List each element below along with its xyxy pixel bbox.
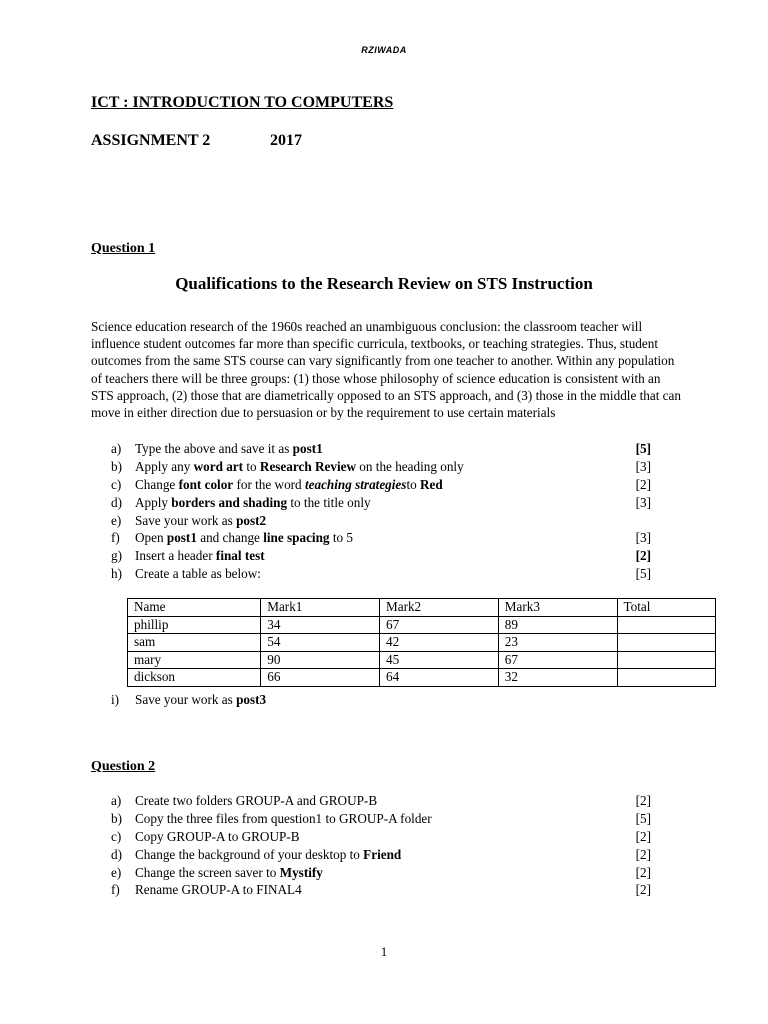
list-item	[91, 458, 651, 476]
list-item	[91, 691, 651, 709]
item-text: Rename GROUP-A to FINAL4	[135, 882, 302, 898]
page-header: RZIWADA	[361, 45, 407, 55]
table-cell: 89	[498, 616, 617, 634]
list-item	[91, 476, 651, 494]
item-mark: [5]	[635, 566, 651, 582]
list-item	[91, 881, 651, 899]
table-cell	[617, 651, 715, 669]
table-cell: 34	[261, 616, 380, 634]
item-mark: [2]	[635, 846, 651, 862]
item-text: Change font color for the word teaching strategiesto Red	[135, 476, 443, 492]
item-label: b)	[111, 458, 122, 474]
item-mark: [2]	[635, 548, 651, 564]
item-text: Apply any word art to Research Review on the heading only	[135, 458, 464, 474]
item-text: Save your work as post2	[135, 512, 267, 528]
list-item	[91, 864, 651, 882]
list-item	[91, 810, 651, 828]
table-cell: 64	[379, 669, 498, 687]
item-text: Apply borders and shading to the title only	[135, 494, 371, 510]
question2-task-list	[91, 792, 651, 899]
table-cell	[617, 616, 715, 634]
assignment-heading	[91, 132, 302, 150]
table-header-cell: Mark2	[379, 599, 498, 617]
table-header-cell: Total	[617, 599, 715, 617]
item-label: d)	[111, 494, 122, 510]
table-cell: 66	[261, 669, 380, 687]
item-label: g)	[111, 548, 122, 564]
item-label: c)	[111, 828, 122, 844]
table-cell: 90	[261, 651, 380, 669]
table-cell: dickson	[128, 669, 261, 687]
question1-paragraph: Science education research of the 1960s reached an unambiguous conclusion: the classroom teacher will influence student outcomes far more than specific curricula, textbooks, or teaching strategies. Thus, student outcomes from the same STS course can vary significantly from one teacher to another. Within any population of teachers there will be three groups: (1) those whose philosophy of science education is consistent with an STS approach, (2) those that are diametrically opposed to an STS approach, and (3) those in the middle that can move in either direction due to persuasion or by the requirement to use certain materials	[91, 319, 681, 421]
table-row	[128, 651, 716, 669]
table-cell: 67	[498, 651, 617, 669]
list-item	[91, 828, 651, 846]
item-mark: [3]	[635, 458, 651, 474]
table-cell: 32	[498, 669, 617, 687]
item-text: Create two folders GROUP-A and GROUP-B	[135, 793, 378, 808]
item-text: Type the above and save it as post1	[135, 441, 323, 456]
table-header-cell: Mark1	[261, 599, 380, 617]
item-text: Change the background of your desktop to Friend	[135, 846, 402, 862]
item-text: Open post1 and change line spacing to 5	[135, 530, 353, 546]
list-item	[91, 792, 651, 810]
item-text: Insert a header final test	[135, 548, 265, 564]
list-item	[91, 547, 651, 565]
item-label: h)	[111, 566, 122, 582]
marks-table	[127, 598, 716, 687]
table-header-row	[128, 599, 716, 617]
question1-title: Qualifications to the Research Review on STS Instruction	[175, 274, 593, 293]
item-label: i)	[111, 692, 120, 707]
list-item	[91, 512, 651, 530]
item-mark: [3]	[635, 530, 651, 546]
item-text: Copy GROUP-A to GROUP-B	[135, 828, 300, 844]
assignment-year: 2017	[270, 132, 302, 149]
item-mark: [2]	[635, 793, 651, 808]
course-title: ICT : INTRODUCTION TO COMPUTERS	[91, 94, 394, 111]
item-mark: [2]	[635, 476, 651, 492]
table-header-cell: Mark3	[498, 599, 617, 617]
item-mark: [5]	[635, 441, 651, 456]
item-mark: [2]	[635, 864, 651, 880]
list-item	[91, 846, 651, 864]
table-cell: 42	[379, 634, 498, 652]
table-header-cell: Name	[128, 599, 261, 617]
table-row	[128, 634, 716, 652]
table-cell: sam	[128, 634, 261, 652]
list-item	[91, 440, 651, 458]
item-mark: [5]	[635, 810, 651, 826]
item-label: a)	[111, 793, 122, 808]
table-cell	[617, 634, 715, 652]
question1-task-i	[91, 691, 651, 709]
item-text: Save your work as post3	[135, 692, 267, 707]
item-mark: [2]	[635, 882, 651, 898]
item-label: d)	[111, 846, 122, 862]
table-cell: phillip	[128, 616, 261, 634]
list-item	[91, 494, 651, 512]
question1-task-list	[91, 440, 651, 583]
item-label: e)	[111, 864, 122, 880]
item-label: f)	[111, 530, 120, 546]
assignment-label: ASSIGNMENT 2	[91, 132, 211, 149]
item-text: Copy the three files from question1 to GROUP-A folder	[135, 810, 432, 826]
item-label: e)	[111, 512, 122, 528]
table-cell: 23	[498, 634, 617, 652]
item-mark: [2]	[635, 828, 651, 844]
item-label: a)	[111, 441, 122, 456]
item-mark: [3]	[635, 494, 651, 510]
table-cell: 54	[261, 634, 380, 652]
question1-heading: Question 1	[91, 241, 156, 256]
item-label: f)	[111, 882, 120, 898]
list-item	[91, 565, 651, 583]
item-text: Change the screen saver to Mystify	[135, 864, 323, 880]
item-text: Create a table as below:	[135, 566, 261, 582]
item-label: c)	[111, 476, 122, 492]
table-cell: 45	[379, 651, 498, 669]
table-cell: mary	[128, 651, 261, 669]
page-number: 1	[380, 944, 388, 959]
item-label: b)	[111, 810, 122, 826]
list-item	[91, 529, 651, 547]
table-cell	[617, 669, 715, 687]
table-row	[128, 616, 716, 634]
table-cell: 67	[379, 616, 498, 634]
table-row	[128, 669, 716, 687]
question2-heading: Question 2	[91, 759, 156, 774]
